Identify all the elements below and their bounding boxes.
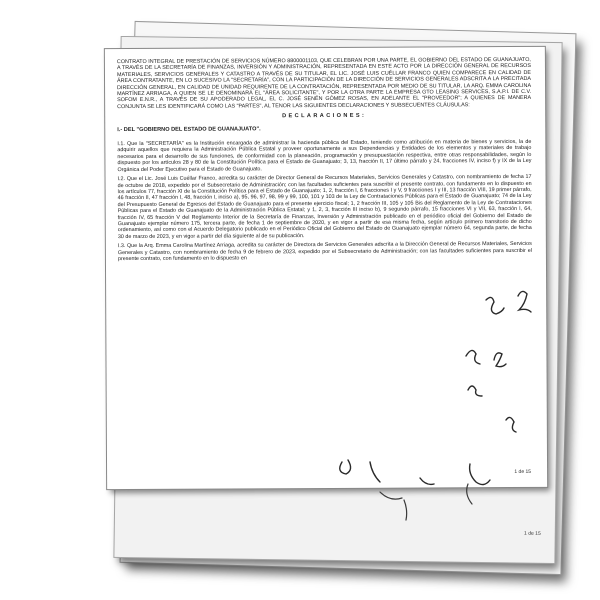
section-title: I.- DEL "GOBIERNO DEL ESTADO DE GUANAJUATO".: [117, 125, 261, 133]
declarations-heading: DECLARACIONES:: [282, 113, 367, 120]
paragraph-i3: I.3. Que la Arq. Emma Carolina Martínez Arriaga, acredita su carácter de Directora de Servicios Generales adscrita a la Dirección General de Recursos Materiales, Servicios Generales y Catastro, con nombramiento de fecha 9 de febrero de 2023, expedido por el Subsecretario de Administración; con las facultades suficientes para suscribir el presente contrato, con fundamento en lo dispuesto en: [117, 241, 532, 263]
page-number: 1 de 15: [514, 468, 532, 476]
back-page-number: 1 de 15: [524, 530, 541, 537]
front-page: [105, 47, 547, 489]
paragraph-i1: I.1. Que la "SECRETARÍA" es la Institución encargada de administrar la hacienda pública del Estado, teniendo como atribución en materia de bienes y servicios, la de adquirir aquellos que requiera la Administración Pública Estatal y proveer oportunamente a sus Dependencias y Entidades de los elementos y materiales de trabajo necesarios para el desarrollo de sus funciones, de conformidad con la planeación, programación y presupuestación respectiva, entre otras responsabilidades, según lo dispuesto por los artículos 28 y 80 de la Constitución Política para el Estado de Guanajuato; 3, 13, fracción II, 17 último párrafo y 24, fracciones IV, inciso f) y IX de la Ley Orgánica del Poder Ejecutivo para el Estado de Guanajuato.: [117, 138, 532, 173]
paragraph-i2: I.2. Que el Lic. José Luis Cuéllar Franco, acredita su carácter de Director General de Recursos Materiales, Servicios Generales y Catastro, con nombramiento de fecha 17 de octubre de 2018, expedido por el Subsecretario de Administración; con las facultades suficientes para suscribir el presente contrato, con fundamento en lo dispuesto en los artículos 77, fracción XI de la Constitución Política para el Estado de Guanajuato; 1, 2, fracción I, 6 fracciones I y V, 9 fracciones I y III, 13 fracción VIII, 19 primer párrafo, 46 fracción II, 47 fracción I, 48, fracción I, inciso a), 95, 96, 97, 98, 99 y 99, 100, 101 y 103 de la Ley de Contrataciones Públicas para el Estado de Guanajuato; 74 de la Ley del Presupuesto General de Egresos del Estado de Guanajuato para el presente ejercicio fiscal; 1, 2 fracción III, 105 y 105 Bis del Reglamento de la Ley de Contrataciones Públicas para el Estado de Guanajuato de la Administración Pública Estatal; y 1, 2, 3, fracción III inciso b), 9 segundo párrafo, 15 fracciones VI y VII, 63, fracción I, 64, fracción IV, 65 fracción V del Reglamento Interior de la Secretaría de Finanzas, Inversión y Administración publicado en el periódico oficial del Gobierno del Estado de Guanajuato ejemplar número 175, tercera parte, de fecha 1 de septiembre de 2020, y en vigor a partir de esa misma fecha, según artículo primero transitorio de dicho ordenamiento, así como con el Acuerdo Delegatorio publicado en el Periódico Oficial del Gobierno del Estado de Guanajuato ejemplar número 64, segunda parte, de fecha 30 de marzo de 2023, y en vigor a partir del día siguiente al de su publicación.: [117, 174, 532, 240]
document-body: [117, 57, 532, 266]
contract-intro: CONTRATO INTEGRAL DE PRESTACIÓN DE SERVICIOS NÚMERO 8800001103, QUE CELEBRAN POR UNA PARTE, EL GOBIERNO DEL ESTADO DE GUANAJUATO, A TRAVÉS DE LA SECRETARÍA DE FINANZAS, INVERSIÓN Y ADMINISTRACIÓN, REPRESENTADA EN ESTE ACTO POR LA DIRECCIÓN GENERAL DE RECURSOS MATERIALES, SERVICIOS GENERALES Y CATASTRO A TRAVÉS DE SU TITULAR, EL LIC. JOSÉ LUIS CUÉLLAR FRANCO QUIEN COMPARECE EN CALIDAD DE ÁREA CONTRATANTE, EN LO SUCESIVO LA "SECRETARÍA", CON LA PARTICIPACIÓN DE LA DIRECCIÓN DE SERVICIOS GENERALES ADSCRITA A LA PRECITADA DIRECCIÓN GENERAL, EN CALIDAD DE UNIDAD REQUIRENTE DE LA CONTRATACIÓN, REPRESENTADA POR MEDIO DE SU TITULAR, LA ARQ. EMMA CAROLINA MARTÍNEZ ARRIAGA, A QUIEN SE LE DENOMINARÁ EL "ÁREA SOLICITANTE", Y POR LA OTRA PARTE LA EMPRESA GTO LEASING SERVICES, S.A.P.I. DE C.V. SOFOM E.N.R., A TRAVÉS DE SU APODERADO LEGAL, EL C. JOSÉ SENÉN GÓMEZ ROSAS, EN ADELANTE EL "PROVEEDOR"; A QUIENES DE MANERA CONJUNTA SE LES IDENTIFICARÁ COMO LAS "PARTES", AL TENOR LAS SIGUIENTES DECLARACIONES Y SUBSECUENTES CLÁUSULAS:: [116, 56, 532, 110]
